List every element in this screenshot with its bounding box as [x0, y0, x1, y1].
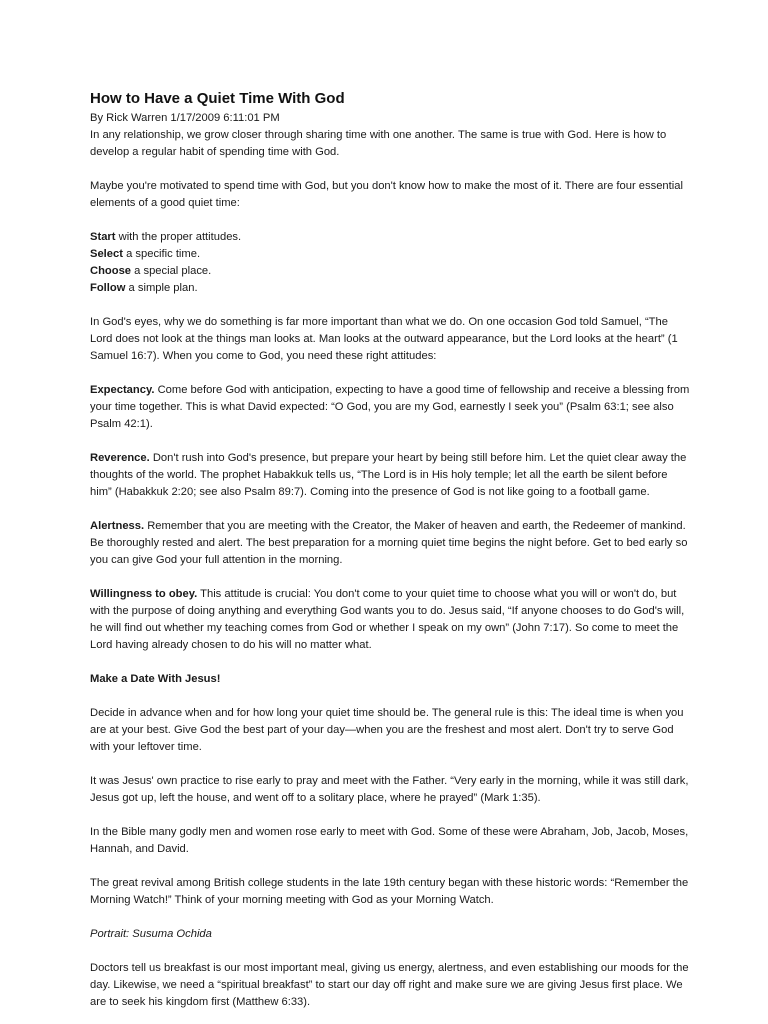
- section-heading: [90, 671, 690, 688]
- element-item: [90, 263, 690, 280]
- attitude-text: Remember that you are meeting with the Creator, the Maker of heaven and earth, the Redeemer of mankind. Be thoroughly rested and alert. The best preparation for a morning quiet time begins the night before. Get to bed early so you can give God your full attention in the morning.: [90, 520, 688, 566]
- attitude-paragraph: [90, 450, 690, 501]
- element-keyword: Select: [90, 248, 123, 260]
- element-item: [90, 229, 690, 246]
- portrait-credit: [90, 926, 690, 943]
- attitude-text: This attitude is crucial: You don't come to your quiet time to choose what you will or won't do, but with the purpose of doing anything and everything God wants you to do. Jesus said, “If anyone chooses to do God's will, he will find out whether my teaching comes from God or whether I speak on my own” (John 7:17). So come to meet the Lord having already chosen to do his will no matter what.: [90, 588, 685, 651]
- attitude-paragraph: [90, 586, 690, 654]
- attitude-text: Come before God with anticipation, expecting to have a good time of fellowship and receive a blessing from your time together. This is what David expected: “O God, you are my God, earnestly I seek you” (Psalm 63:1; see also Psalm 42:1).: [90, 384, 690, 430]
- element-keyword: Start: [90, 231, 116, 243]
- attitude-keyword: Reverence.: [90, 452, 150, 464]
- element-item: [90, 246, 690, 263]
- attitude-paragraph: [90, 382, 690, 433]
- element-item: [90, 280, 690, 297]
- attitude-keyword: Expectancy.: [90, 384, 155, 396]
- element-text: a special place.: [131, 265, 212, 277]
- motivation-paragraph: Maybe you're motivated to spend time with God, but you don't know how to make the most of it. There are four essential elements of a good quiet time:: [90, 180, 683, 209]
- element-keyword: Follow: [90, 282, 126, 294]
- breakfast-paragraph: Doctors tell us breakfast is our most important meal, giving us energy, alertness, and even establishing our moods for the day. Likewise, we need a “spiritual breakfast” to start our day off right and make sure we are giving Jesus first place. We are to seek his kingdom first (Matthew 6:33).: [90, 962, 689, 1008]
- portrait-credit-text: Portrait: Susuma Ochida: [90, 928, 212, 940]
- jesus-practice-paragraph: It was Jesus' own practice to rise early to pray and meet with the Father. “Very early in the morning, while it was still dark, Jesus got up, left the house, and went off to a solitary place, where he prayed” (Mark 1:35).: [90, 775, 689, 804]
- elements-list: [90, 229, 690, 297]
- attitude-paragraph: [90, 518, 690, 569]
- article-title: How to Have a Quiet Time With God: [90, 90, 345, 107]
- bible-people-paragraph: In the Bible many godly men and women rose early to meet with God. Some of these were Abraham, Job, Jacob, Moses, Hannah, and David.: [90, 826, 689, 855]
- revival-paragraph: The great revival among British college students in the late 19th century began with these historic words: “Remember the Morning Watch!” Think of your morning meeting with God as your Morning Watch.: [90, 877, 689, 906]
- section-heading-text: Make a Date With Jesus!: [90, 673, 221, 685]
- element-text: with the proper attitudes.: [115, 231, 242, 243]
- element-keyword: Choose: [90, 265, 132, 277]
- attitude-keyword: Willingness to obey.: [90, 588, 198, 600]
- byline: By Rick Warren 1/17/2009 6:11:01 PM: [90, 112, 280, 124]
- decide-paragraph: Decide in advance when and for how long your quiet time should be. The general rule is this: The ideal time is when you are at your best. Give God the best part of your day—when you are the freshest and most alert. Don't try to serve God with your leftover time.: [90, 707, 684, 753]
- intro-paragraph: In any relationship, we grow closer through sharing time with one another. The same is true with God. Here is how to develop a regular habit of spending time with God.: [90, 129, 667, 158]
- attitude-keyword: Alertness.: [90, 520, 145, 532]
- document-page: [90, 88, 690, 1011]
- element-text: a simple plan.: [125, 282, 198, 294]
- gods-eyes-paragraph: In God's eyes, why we do something is far more important than what we do. On one occasion God told Samuel, “The Lord does not look at the things man looks at. Man looks at the outward appearance, but the Lord looks at the heart” (1 Samuel 16:7). When you come to God, you need these right attitudes:: [90, 316, 678, 362]
- element-text: a specific time.: [122, 248, 201, 260]
- attitude-text: Don't rush into God's presence, but prepare your heart by being still before him. Let the quiet clear away the thoughts of the world. The prophet Habakkuk tells us, “The Lord is in His holy temple; let all the earth be silent before him” (Habakkuk 2:20; see also Psalm 89:7). Coming into the presence of God is not like going to a football game.: [90, 452, 687, 498]
